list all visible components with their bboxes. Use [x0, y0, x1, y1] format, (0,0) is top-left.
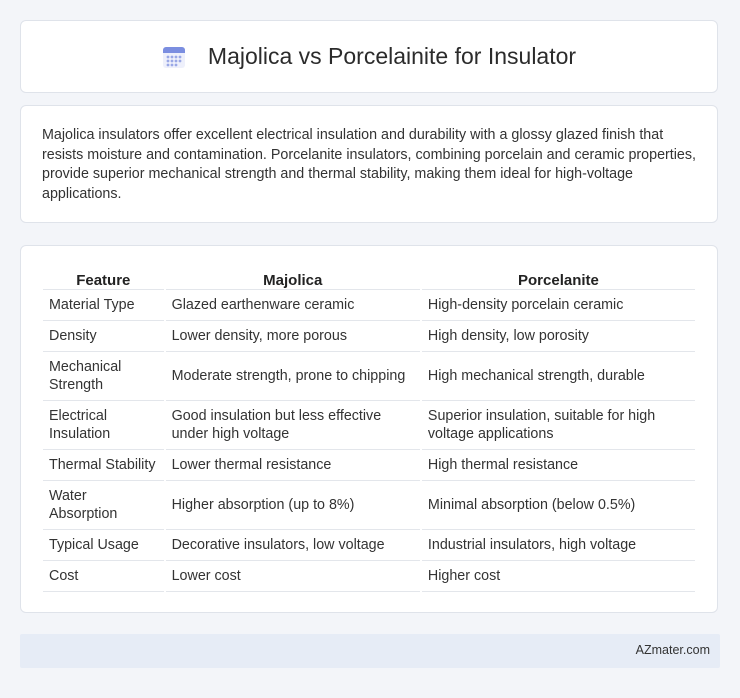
porcelanite-cell: Higher cost: [422, 561, 695, 592]
feature-cell: Electrical Insulation: [43, 401, 164, 450]
comparison-table: [41, 266, 697, 592]
table-row: [43, 352, 695, 401]
table-row: [43, 321, 695, 352]
table-row: [43, 481, 695, 530]
footer-site-link[interactable]: AZmater.com: [635, 643, 710, 657]
intro-paragraph: Majolica insulators offer excellent electrical insulation and durability with a glossy glazed finish that resists moisture and contamination. Porcelanite insulators, combining porcelain and ceramic properties, provide superior mechanical strength and thermal stability, making them ideal for high-voltage applications.: [42, 127, 697, 202]
header-majolica: Majolica: [166, 266, 420, 290]
calendar-icon: [162, 45, 186, 69]
porcelanite-cell: High-density porcelain ceramic: [422, 290, 695, 321]
porcelanite-cell: Superior insulation, suitable for high voltage applications: [422, 401, 695, 450]
feature-cell: Material Type: [43, 290, 164, 321]
feature-cell: Typical Usage: [43, 530, 164, 561]
page-title: Majolica vs Porcelainite for Insulator: [207, 43, 577, 69]
majolica-cell: Lower thermal resistance: [166, 450, 420, 481]
feature-cell: Thermal Stability: [43, 450, 164, 481]
majolica-cell: Higher absorption (up to 8%): [166, 481, 420, 530]
majolica-cell: Lower density, more porous: [166, 321, 420, 352]
majolica-cell: Moderate strength, prone to chipping: [166, 352, 420, 401]
porcelanite-cell: Industrial insulators, high voltage: [422, 530, 695, 561]
majolica-cell: Decorative insulators, low voltage: [166, 530, 420, 561]
intro-card: [20, 105, 718, 223]
feature-cell: Density: [43, 321, 164, 352]
title-card: [20, 20, 718, 93]
table-row: [43, 401, 695, 450]
porcelanite-cell: Minimal absorption (below 0.5%): [422, 481, 695, 530]
porcelanite-cell: High mechanical strength, durable: [422, 352, 695, 401]
table-header-row: [43, 266, 695, 290]
porcelanite-cell: High density, low porosity: [422, 321, 695, 352]
header-porcelanite: Porcelanite: [422, 266, 695, 290]
comparison-card: [20, 245, 718, 613]
feature-cell: Cost: [43, 561, 164, 592]
feature-cell: Water Absorption: [43, 481, 164, 530]
footer: [20, 634, 720, 668]
table-row: [43, 530, 695, 561]
table-row: [43, 450, 695, 481]
header-feature: Feature: [43, 266, 164, 290]
majolica-cell: Lower cost: [166, 561, 420, 592]
table-row: [43, 561, 695, 592]
table-row: [43, 290, 695, 321]
porcelanite-cell: High thermal resistance: [422, 450, 695, 481]
feature-cell: Mechanical Strength: [43, 352, 164, 401]
majolica-cell: Good insulation but less effective under high voltage: [166, 401, 420, 450]
majolica-cell: Glazed earthenware ceramic: [166, 290, 420, 321]
